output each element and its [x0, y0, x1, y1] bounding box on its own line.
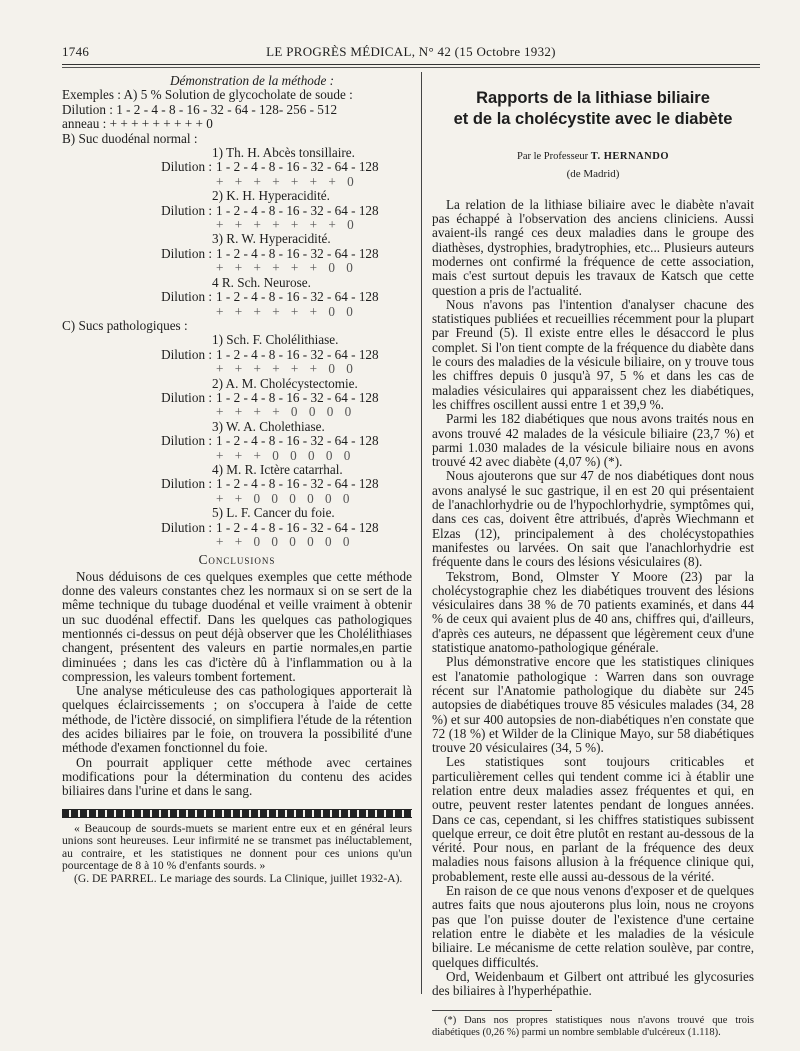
case-label: 3) W. A. Cholethiase.	[212, 418, 325, 434]
dilution-label: Dilution :	[161, 476, 212, 492]
dilution-label: Dilution :	[161, 389, 212, 405]
dilution-label: Dilution :	[161, 346, 212, 362]
article-paragraph: Parmi les 182 diabétiques que nous avons traités nous en avons trouvé 42 malades de la vésicule biliaire (23,7 %) et parmi 1.030 malades de la vésicule biliaire nous en avons trouvé 42 avec diabète (4,07 %) (*).	[432, 411, 754, 470]
dilution-values: 1 - 2 - 4 - 8 - 16 - 32 - 64 - 128	[216, 159, 379, 175]
dilution-label: Dilution :	[161, 519, 212, 535]
author-city: (de Madrid)	[566, 168, 620, 181]
case-label: 1) Sch. F. Cholélithiase.	[212, 332, 339, 348]
pathological-heading: C) Sucs pathologiques :	[62, 317, 188, 333]
method-demonstration-title: Démonstration de la méthode :	[169, 73, 335, 88]
article-column	[432, 88, 754, 1039]
running-header	[62, 44, 760, 64]
dilution-label: Dilution :	[161, 433, 212, 449]
dilution-values: 1 - 2 - 4 - 8 - 16 - 32 - 64 - 128	[216, 476, 379, 492]
header-rule	[62, 64, 760, 65]
article-paragraph: Les statistiques sont toujours criticables et particulièrement celles qui tendent comme ici à établir une relation entre deux maladies assez fréquentes et qui, en outre, peuvent rester latentes pendant de longues années. Dans ce cas, cependant, si les chiffres statistiques subissent quelque erreur, ce doit être plutôt en restant au-dessous de la vérité. Pour nous, en parlant de la fréquence des deux maladies nous faisons allusion à la fréquence clinique qui, probablement, reste elle aussi au-dessous de la vérité.	[432, 754, 754, 884]
case-label: 4) M. R. Ictère catarrhal.	[212, 461, 343, 477]
article-paragraph: Ord, Weidenbaum et Gilbert ont attribué les glycosuries des biliaires à l'hyperhépathie.	[432, 968, 754, 999]
result-signs: + + + + + + 0 0	[216, 303, 354, 319]
footnote-rule	[432, 1010, 552, 1011]
case-block	[62, 333, 412, 376]
dilution-label: Dilution :	[161, 245, 212, 261]
result-signs: + + + 0 0 0 0 0	[216, 447, 352, 463]
conclusions-heading: Conclusions	[198, 552, 276, 568]
dilution-values: 1 - 2 - 4 - 8 - 16 - 32 - 64 - 128	[216, 519, 379, 535]
case-block	[62, 276, 412, 319]
result-signs: + + + + + + + 0	[216, 217, 355, 233]
dilution-row	[62, 348, 412, 362]
case-label: 1) Th. H. Abcès tonsillaire.	[212, 145, 355, 161]
result-signs: + + + + + + + 0	[216, 173, 355, 189]
dilution-row	[62, 204, 412, 218]
dilution-values: 1 - 2 - 4 - 8 - 16 - 32 - 64 - 128	[216, 202, 379, 218]
case-block	[62, 377, 412, 420]
case-label: 3) R. W. Hyperacidité.	[212, 231, 331, 247]
quoted-note: « Beaucoup de sourds-muets se marient entre eux et en général leurs unions sont heureuses. Leur infirmité ne se transmet pas inéluctablement, au contraire, et les statistiques ne donnent pour ces unions qu'un pourcentage de 8 à 10 % d'enfants sourds. »	[62, 821, 412, 873]
duodenal-heading: B) Suc duodénal normal :	[62, 130, 198, 146]
dilution-row	[62, 160, 412, 174]
dilution-row	[62, 391, 412, 405]
conclusion-paragraph: Une analyse méticuleuse des cas pathologiques apporterait là quelques éclaircissements ; on s'occupera à l'aide de cette méthode, de l'ictère dissocié, on simplifiera l'étude de la rétention des acides biliaires par le foie, on trouvera la possibilité d'une méthode d'examen fonctionnel du foie.	[62, 683, 412, 756]
article-paragraph: La relation de la lithiase biliaire avec le diabète n'avait pas échappé à l'observation des anciens cliniciens. Aussi avaient-ils rangé ces deux maladies dans le groupe des diathèses, dystrophies, bradytrophies, etc... Plusieurs auteurs modernes ont confirmé la fréquence de cette association, mais c'est surtout depuis les travaux de Katsch que cette question a pris de l'actualité.	[432, 196, 754, 298]
result-signs: + + + + 0 0 0 0	[216, 404, 353, 420]
result-signs: + + + + + + 0 0	[216, 260, 354, 276]
author-name: T. HERNANDO	[590, 151, 669, 162]
case-block	[62, 189, 412, 232]
case-label: 2) K. H. Hyperacidité.	[212, 188, 330, 204]
dilution-values: 1 - 2 - 4 - 8 - 16 - 32 - 64 - 128	[216, 289, 379, 305]
dilution-row	[62, 247, 412, 261]
column-divider	[421, 72, 422, 994]
dilution-label: Dilution :	[161, 202, 212, 218]
case-label: 5) L. F. Cancer du foie.	[212, 505, 335, 521]
dilution-row	[62, 290, 412, 304]
case-block	[62, 146, 412, 189]
pathological-cases	[62, 333, 412, 549]
case-block	[62, 506, 412, 549]
byline-prefix: Par le Professeur	[516, 151, 589, 162]
conclusion-paragraph: Nous déduisons de ces quelques exemples que cette méthode donne des valeurs constantes chez les normaux si on se sert de la même technique du tubage duodénal et veille vraiment à obtenir un suc duodénal effectif. Dans les quelques cas pathologiques mentionnés ci-dessus on peut déjà observer que les Cholélithiases changent, présentent des valeurs en partie normales,en partie diminuées ; dans les cas d'ictère dû à l'inflammation ou à la compression, les valeurs tombent fortement.	[62, 568, 412, 684]
dilution-values: 1 - 2 - 4 - 8 - 16 - 32 - 64 - 128	[216, 245, 379, 261]
dilution-values: 1 - 2 - 4 - 8 - 16 - 32 - 64 - 128	[216, 433, 379, 449]
dilution-values: 1 - 2 - 4 - 8 - 16 - 32 - 64 - 128	[216, 389, 379, 405]
article-paragraph: Plus démonstrative encore que les statistiques cliniques est l'anatomie pathologique : Warren dans son ouvrage récent sur l'Anatomie pathologique du diabète sur 245 autopsies de diabétiques trouve 85 vésicules malades (34, 28 %) et sur 400 autopsies de non-diabétiques n'en constate que 72 (18 %) et Wilder de la Clinique Mayo, sur 58 diabétiques trouve 20 vésiculaires (34, 5 %).	[432, 654, 754, 756]
case-label: 4 R. Sch. Neurose.	[212, 274, 311, 290]
result-signs: + + + + + + 0 0	[216, 361, 354, 377]
dilution-row	[62, 477, 412, 491]
dilution-row	[62, 521, 412, 535]
dilution-row	[62, 434, 412, 448]
note-reference: (G. DE PARREL. Le mariage des sourds. La Clinique, juillet 1932-A).	[74, 871, 403, 885]
left-column	[62, 74, 412, 886]
article-paragraph: Nous n'avons pas l'intention d'analyser chacune des statistiques publiées et recueillies récemment pour la plupart par Freund (5). Il existe entre elles le désaccord le plus complet. Si l'on tient compte de la fréquence du diabète dans le cours des maladies de la vésicule biliaire, on y trouve tous les chiffres depuis 0 jusqu'à 97, 5 % et dans les cas de maladies vésiculaires qui apparaissent chez les diabétiques, les chiffres oscillent aussi entre 1 et 39,9 %.	[432, 296, 754, 412]
examples-line: Exemples : A) 5 % Solution de glycocholate de soude :	[62, 87, 353, 103]
dilution-label: Dilution :	[161, 159, 212, 175]
dilution-values: 1 - 2 - 4 - 8 - 16 - 32 - 64 - 128	[216, 346, 379, 362]
article-title-line-1: Rapports de la lithiase biliaire	[476, 89, 710, 107]
article-title-line-2: et de la cholécystite avec le diabète	[453, 110, 733, 128]
article-paragraph: Tekstrom, Bond, Olmster Y Moore (23) par la cholécystographie chez les diabétiques trouvent des lésions vésiculaires dans 38 % de 70 patients examinés, et dans 44 % de ceux qui avaient plus de 40 ans, chiffres qui, d'ailleurs, d'après ces auteurs, ne dépassent que légèrement ceux d'une statistique anatomo-pathologique générale.	[432, 568, 754, 656]
normal-cases	[62, 146, 412, 319]
result-signs: + + 0 0 0 0 0 0	[216, 534, 351, 549]
header-rule-thin	[62, 67, 760, 68]
case-label: 2) A. M. Cholécystectomie.	[212, 375, 358, 391]
article-title	[432, 88, 754, 130]
case-block	[62, 420, 412, 463]
page-number: 1746	[62, 44, 90, 59]
footnote: (*) Dans nos propres statistiques nous n'avons trouvé que trois diabétiques (0,26 %) parmi un nombre semblable d'ulcéreux (1.118).	[432, 1015, 754, 1039]
conclusion-paragraph: On pourrait appliquer cette méthode avec certaines modifications pour la détermination du contenu des acides biliaires dans l'urine et dans le sang.	[62, 754, 412, 799]
article-byline	[432, 150, 754, 164]
case-block	[62, 463, 412, 506]
dilution-a: Dilution : 1 - 2 - 4 - 8 - 16 - 32 - 64 - 128- 256 - 512	[62, 101, 338, 117]
article-paragraph: En raison de ce que nous venons d'exposer et de quelques autres faits que nous ajouterons plus loin, nous ne croyons pas que l'on puisse douter de l'existence d'une certaine relation entre le diabète et les maladies de la vésicule biliaire. Le mécanisme de cette relation soulève, par contre, quelques difficultés.	[432, 883, 754, 970]
dilution-label: Dilution :	[161, 289, 212, 305]
anneau-a: anneau : + + + + + + + + + 0	[62, 116, 213, 132]
journal-title: LE PROGRÈS MÉDICAL, N° 42 (15 Octobre 1932)	[266, 44, 556, 59]
ornamental-divider	[62, 809, 412, 818]
result-signs: + + 0 0 0 0 0 0	[216, 490, 351, 506]
article-paragraph: Nous ajouterons que sur 47 de nos diabétiques dont nous avons analysé le suc gastrique, il en est 20 qui présentaient de l'anachlorhydrie ou de l'hypochlorhydrie, symptômes qui, dans ces cas, doivent être attribués, d'après Wiechmann et Elzas (12), principalement à des cholécystopathies manifestes ou larvées. On sait que l'anachlorhydrie est fréquente dans le cours des lésions vésiculaires (8).	[432, 468, 754, 570]
case-block	[62, 232, 412, 275]
